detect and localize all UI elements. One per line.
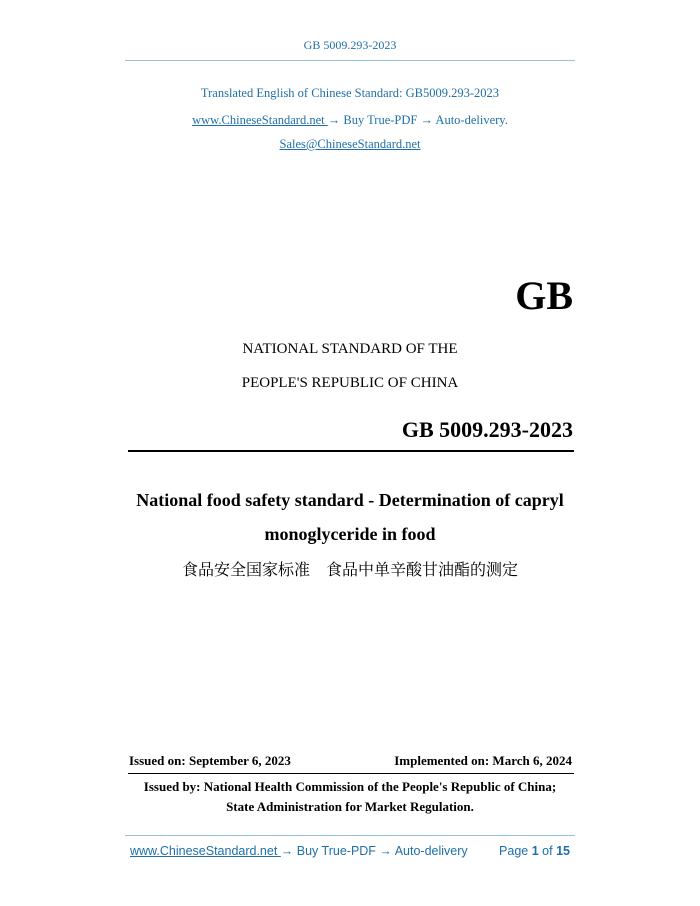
sales-line bbox=[0, 137, 700, 152]
page-of: of bbox=[542, 844, 553, 858]
issuer-line2: State Administration for Market Regulation. bbox=[226, 799, 474, 814]
issuer-line1: Issued by: National Health Commission of the People's Republic of China; bbox=[143, 779, 557, 794]
dates-divider bbox=[128, 773, 574, 774]
page-total: 15 bbox=[556, 844, 570, 858]
translated-notice: Translated English of Chinese Standard: GB5009.293-2023 bbox=[200, 86, 500, 100]
page-label: Page bbox=[499, 844, 529, 858]
header-divider bbox=[125, 60, 575, 61]
issued-on-date: Issued on: September 6, 2023 bbox=[129, 753, 291, 768]
standard-number-divider bbox=[128, 450, 574, 452]
title-english-line2: monoglyceride in food bbox=[264, 524, 436, 544]
national-standard-line2: PEOPLE'S REPUBLIC OF CHINA bbox=[241, 375, 459, 391]
promo-text: → Buy True-PDF → Auto-delivery. bbox=[327, 113, 508, 127]
promo-line bbox=[0, 113, 700, 128]
footer-promo-text: → Buy True-PDF → Auto-delivery bbox=[280, 844, 468, 858]
footer-divider bbox=[125, 835, 575, 836]
site-link[interactable]: www.ChineseStandard.net bbox=[192, 113, 328, 127]
header-standard-code: GB 5009.293-2023 bbox=[303, 38, 397, 52]
gb-logo: GB bbox=[515, 273, 573, 318]
standard-number: GB 5009.293-2023 bbox=[401, 417, 573, 442]
page-indicator bbox=[499, 844, 570, 858]
footer-promo bbox=[130, 844, 468, 858]
page-current: 1 bbox=[531, 844, 539, 858]
sales-email-link[interactable]: Sales@ChineseStandard.net bbox=[279, 137, 421, 151]
footer-site-link[interactable]: www.ChineseStandard.net bbox=[130, 844, 281, 858]
title-chinese: 食品安全国家标准 食品中单辛酸甘油酯的测定 bbox=[181, 560, 518, 579]
national-standard-line1: NATIONAL STANDARD OF THE bbox=[242, 341, 458, 357]
title-english-line1: National food safety standard - Determination of capryl bbox=[136, 490, 564, 510]
implemented-on-date: Implemented on: March 6, 2024 bbox=[394, 753, 572, 768]
